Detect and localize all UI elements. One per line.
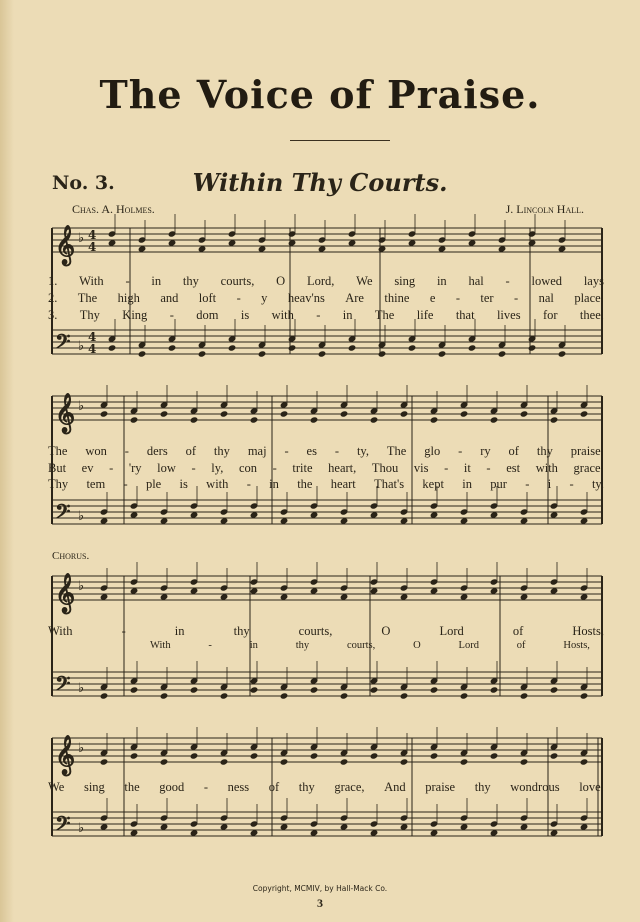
lyric-syllable: loft (198, 291, 217, 305)
note-head (130, 752, 139, 759)
note-head (520, 692, 529, 699)
lyric-syllable: praise. (570, 444, 604, 458)
note-head (460, 692, 469, 699)
lyric-syllable: es (306, 444, 317, 458)
note-head (550, 752, 559, 759)
note-head (108, 344, 117, 351)
lyric-syllable: - (444, 461, 449, 475)
lyric-syllable: grace. (573, 461, 604, 475)
lyric-syllable: - (169, 308, 174, 322)
note-head (288, 344, 297, 351)
bass-clef-icon: 𝄢 (55, 671, 71, 700)
note-head (400, 692, 409, 699)
lyric-syllable: y (261, 291, 268, 305)
note-head (490, 416, 499, 423)
flat-icon: ♭ (78, 741, 85, 756)
lyric-syllable: sing (83, 780, 105, 794)
treble-clef-icon: 𝄞 (55, 393, 76, 433)
lyric-syllable: Hosts, (563, 640, 590, 651)
lyric-row (48, 274, 604, 289)
lyric-row (48, 461, 604, 476)
note-head (490, 686, 499, 693)
note-head (430, 416, 439, 423)
lyric-syllable: thy (474, 780, 491, 794)
lyric-syllable: in (269, 477, 279, 491)
lyric-syllable: - (514, 291, 519, 305)
lyric-syllable: it (463, 461, 471, 475)
lyric-syllable: the (124, 780, 140, 794)
note-head (130, 686, 139, 693)
lyric-syllable: with (271, 308, 294, 322)
note-head (318, 350, 327, 357)
lyric-syllable: with (535, 461, 558, 475)
lyric-syllable: thy (298, 780, 315, 794)
lyric-syllable: est (506, 461, 521, 475)
lyric-syllable: ness (227, 780, 250, 794)
note-head (558, 350, 567, 357)
note-head (490, 752, 499, 759)
lyric-syllable: sing (394, 274, 416, 288)
note-head (310, 686, 319, 693)
note-head (550, 686, 559, 693)
lyric-syllable: Hosts, (572, 624, 604, 638)
note-head (370, 686, 379, 693)
flat-icon: ♭ (78, 579, 85, 594)
note-head (138, 350, 147, 357)
chorus-label: Chorus. (52, 550, 90, 562)
lyric-syllable: O (276, 274, 286, 288)
lyric-row (48, 444, 604, 459)
lyric-syllable: in (151, 274, 162, 288)
lyric-syllable: vis (413, 461, 429, 475)
note-head (498, 350, 507, 357)
lyric-syllable: of (512, 624, 524, 638)
lyric-syllable: trite (292, 461, 313, 475)
lyric-syllable: grace, (334, 780, 365, 794)
note-head (228, 344, 237, 351)
lyric-syllable: wondrous (510, 780, 560, 794)
lyric-syllable: in (462, 477, 472, 491)
lyric-syllable: - (246, 477, 251, 491)
lyric-syllable: with (206, 477, 229, 491)
lyric-syllable: the (297, 477, 313, 491)
lyric-syllable: life (416, 308, 434, 322)
note-head (520, 410, 529, 417)
note-head (438, 350, 447, 357)
flat-icon: ♭ (78, 339, 85, 354)
lyric-syllable: i (547, 477, 552, 491)
lyric-syllable: of (185, 444, 197, 458)
flat-icon: ♭ (78, 231, 85, 246)
lyric-syllable: thy (182, 274, 199, 288)
note-head (160, 692, 169, 699)
lyric-syllable: won (85, 444, 107, 458)
lyric-syllable: ly, (211, 461, 224, 475)
copyright-notice: Copyright, MCMIV, by Hall-Mack Co. (252, 884, 388, 893)
note-head (400, 758, 409, 765)
note-head (340, 692, 349, 699)
lyric-syllable: ev (81, 461, 94, 475)
lyric-syllable: The (374, 308, 395, 322)
note-head (160, 758, 169, 765)
note-head (258, 350, 267, 357)
note-head (370, 416, 379, 423)
lyric-syllable: good (159, 780, 185, 794)
note-head (250, 752, 259, 759)
lyric-syllable: Thou (371, 461, 399, 475)
time-signature-bottom: 4 (88, 342, 97, 356)
lyric-syllable: pur (490, 477, 507, 491)
note-head (198, 350, 207, 357)
lyric-syllable: nal (538, 291, 554, 305)
lyric-syllable: - (191, 461, 196, 475)
lyric-syllable: love. (579, 780, 604, 794)
lyric-syllable: 3. (48, 308, 58, 322)
lyric-syllable: ty, (356, 444, 369, 458)
bass-clef-icon: 𝄢 (55, 499, 71, 528)
page-title: The Voice of Praise. (99, 72, 541, 117)
lyric-syllable: of (508, 444, 519, 458)
lyric-syllable: ple (145, 477, 162, 491)
lyric-syllable: - (123, 477, 128, 491)
lyric-syllable: in (436, 274, 447, 288)
lyric-syllable: - (455, 291, 460, 305)
time-signature-top: 4 (88, 330, 97, 344)
lyric-syllable: - (125, 274, 130, 288)
lyric-syllable: - (525, 477, 530, 491)
bass-clef-icon: 𝄢 (55, 329, 71, 358)
lyric-syllable: Thy (48, 477, 69, 491)
lyric-row-bass (150, 640, 590, 651)
lyric-syllable: courts, (220, 274, 255, 288)
note-head (130, 416, 139, 423)
note-head (250, 416, 259, 423)
lyric-syllable: thy (295, 640, 310, 651)
lyric-syllable: thy (213, 444, 230, 458)
note-head (430, 752, 439, 759)
lyric-syllable: for (542, 308, 558, 322)
lyric-syllable: - (272, 461, 277, 475)
note-head (340, 410, 349, 417)
lyric-syllable: ry (480, 444, 491, 458)
lyric-syllable: of (268, 780, 280, 794)
lyric-syllable: And (384, 780, 406, 794)
lyric-syllable: thy (233, 624, 250, 638)
note-head (580, 758, 589, 765)
lyric-syllable: is (240, 308, 250, 322)
lyric-syllable: The (386, 444, 407, 458)
lyric-syllable: maj (247, 444, 267, 458)
lyric-syllable: We (48, 780, 65, 794)
treble-clef-icon: 𝄞 (55, 735, 76, 775)
lyric-syllable: heart (330, 477, 356, 491)
lyric-syllable: - (458, 444, 463, 458)
flat-icon: ♭ (78, 821, 85, 836)
lyric-row (48, 291, 604, 306)
lyric-syllable: 1. (48, 274, 58, 288)
lyric-syllable: The (77, 291, 98, 305)
lyric-syllable: con (238, 461, 258, 475)
lyric-syllable: thine (384, 291, 410, 305)
lyric-syllable: ty. (591, 477, 604, 491)
lyric-syllable: 'ry (128, 461, 142, 475)
lyric-syllable: King (122, 308, 148, 322)
lyric-row (48, 624, 604, 639)
treble-clef-icon: 𝄞 (55, 573, 76, 613)
lyric-syllable: Lord (439, 624, 464, 638)
lyric-syllable: in (174, 624, 185, 638)
note-head (430, 686, 439, 693)
lyric-syllable: glo (424, 444, 441, 458)
lyric-syllable: - (236, 291, 241, 305)
lyric-syllable: Lord (458, 640, 479, 651)
lyric-syllable: That's (374, 477, 405, 491)
note-head (550, 416, 559, 423)
lyric-syllable: low (157, 461, 176, 475)
lyric-syllable: - (284, 444, 289, 458)
lyric-syllable: 2. (48, 291, 58, 305)
lyric-syllable: With (150, 640, 171, 651)
note-head (310, 752, 319, 759)
note-head (280, 692, 289, 699)
lyric-syllable: ter (480, 291, 494, 305)
lyric-syllable: - (316, 308, 321, 322)
lyric-syllable: ders (146, 444, 168, 458)
lyric-syllable: tem (86, 477, 106, 491)
lyric-syllable: hal (468, 274, 484, 288)
flat-icon: ♭ (78, 681, 85, 696)
lyric-syllable: lives (496, 308, 521, 322)
lyric-syllable: With (79, 274, 104, 288)
note-head (580, 410, 589, 417)
hymn-number: No. 3. (52, 172, 115, 194)
treble-clef-icon: 𝄞 (55, 225, 76, 265)
lyric-row (48, 308, 604, 323)
lyric-syllable: e (429, 291, 436, 305)
lyric-syllable: praise (425, 780, 456, 794)
lyric-syllable: Are (345, 291, 364, 305)
lyric-row (48, 780, 604, 795)
note-head (340, 758, 349, 765)
note-head (528, 344, 537, 351)
lyric-syllable: in (342, 308, 353, 322)
note-head (310, 416, 319, 423)
note-head (160, 410, 169, 417)
lyric-syllable: - (124, 444, 129, 458)
lyric-syllable: - (334, 444, 340, 458)
note-head (250, 686, 259, 693)
note-head (220, 758, 229, 765)
lyric-syllable: - (505, 274, 510, 288)
note-head (370, 752, 379, 759)
note-head (400, 410, 409, 417)
lyric-syllable: Thy (79, 308, 100, 322)
lyric-syllable: place, (574, 291, 604, 305)
lyric-syllable: - (208, 640, 212, 651)
lyricist-credit: Chas. A. Holmes. (72, 202, 155, 216)
lyric-syllable: With (48, 624, 73, 638)
lyric-syllable: O (381, 624, 391, 638)
hymn-title: Within Thy Courts. (192, 168, 448, 197)
note-head (468, 344, 477, 351)
lyric-syllable: and (160, 291, 179, 305)
lyric-syllable: thy (536, 444, 553, 458)
lyric-syllable: in (249, 640, 258, 651)
note-head (220, 692, 229, 699)
lyric-syllable: O (413, 640, 421, 651)
lyric-syllable: lowed (531, 274, 563, 288)
bass-clef-icon: 𝄢 (55, 811, 71, 840)
note-head (460, 410, 469, 417)
note-head (168, 344, 177, 351)
lyric-syllable: heav'ns (287, 291, 325, 305)
lyric-syllable: heart, (328, 461, 357, 475)
lyric-syllable: - (121, 624, 126, 638)
note-head (520, 758, 529, 765)
page-number: 3 (317, 896, 323, 910)
lyric-syllable: of (516, 640, 526, 651)
note-head (408, 344, 417, 351)
lyric-syllable: We (356, 274, 373, 288)
note-head (190, 686, 199, 693)
lyric-syllable: But (48, 461, 67, 475)
lyric-syllable: courts, (298, 624, 333, 638)
lyric-syllable: courts, (346, 640, 376, 651)
lyric-syllable: Lord, (306, 274, 335, 288)
lyric-syllable: - (569, 477, 574, 491)
time-signature-bottom: 4 (88, 240, 97, 254)
note-head (100, 758, 109, 765)
lyric-syllable: is (179, 477, 188, 491)
flat-icon: ♭ (78, 399, 85, 414)
lyric-syllable: kept (422, 477, 444, 491)
lyric-row (48, 477, 604, 492)
note-head (190, 416, 199, 423)
note-head (190, 752, 199, 759)
lyric-syllable: dom (196, 308, 219, 322)
composer-credit: J. Lincoln Hall. (505, 202, 584, 216)
note-head (100, 692, 109, 699)
note-head (460, 758, 469, 765)
note-head (220, 410, 229, 417)
flat-icon: ♭ (78, 509, 85, 524)
lyric-syllable: - (486, 461, 491, 475)
note-head (378, 350, 387, 357)
lyric-syllable: - (203, 780, 209, 794)
lyric-syllable: lays (583, 274, 604, 288)
lyric-syllable: that (455, 308, 475, 322)
note-head (580, 692, 589, 699)
lyric-syllable: high (117, 291, 140, 305)
time-signature-top: 4 (88, 228, 97, 242)
lyric-syllable: - (109, 461, 114, 475)
note-head (280, 410, 289, 417)
note-head (100, 410, 109, 417)
note-head (348, 344, 357, 351)
note-head (280, 758, 289, 765)
lyric-syllable: thee, (579, 308, 604, 322)
lyric-syllable: The (48, 444, 68, 458)
